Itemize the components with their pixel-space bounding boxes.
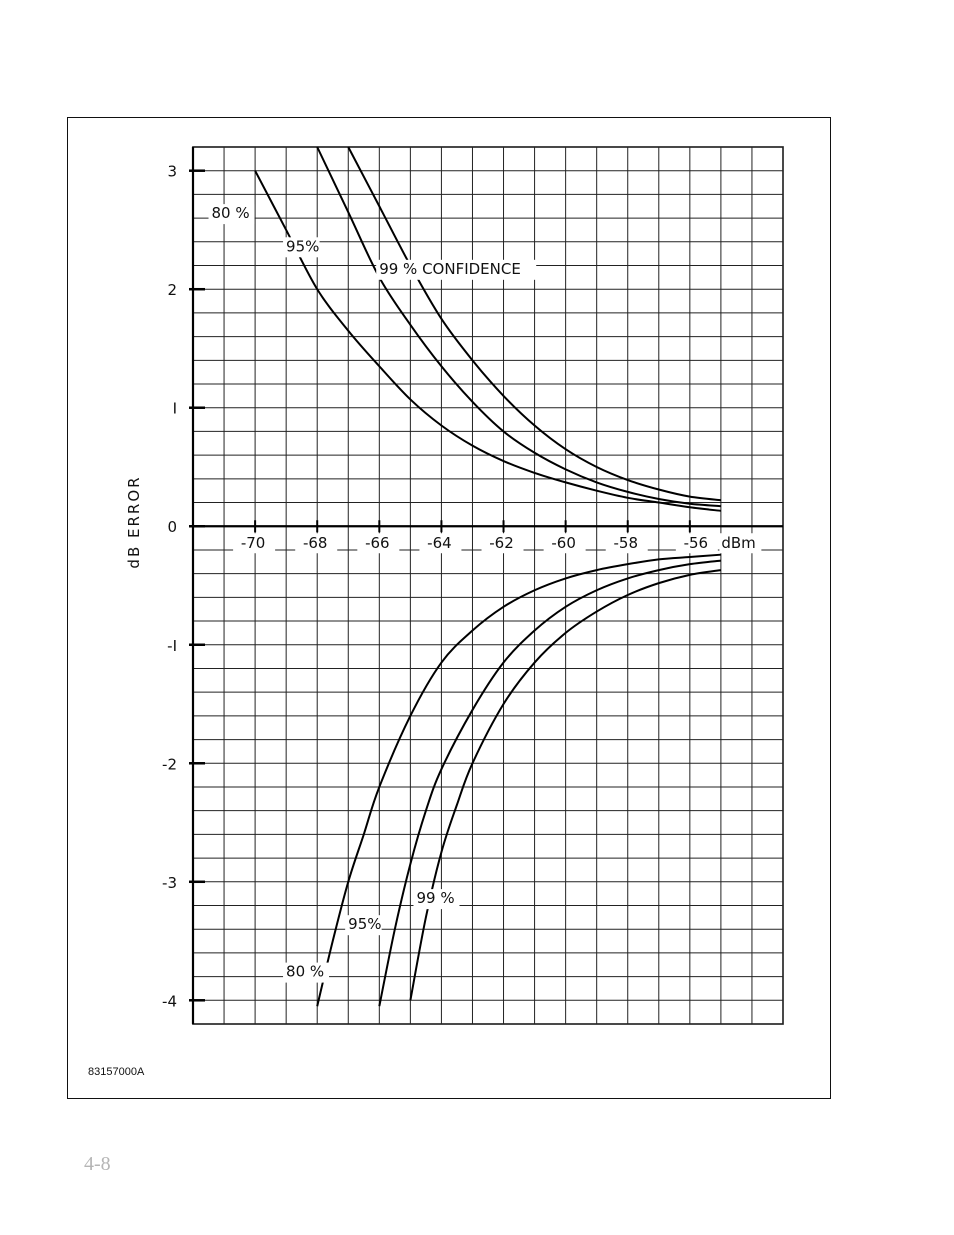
x-tick-label: -56 (683, 534, 709, 553)
page-number: 4-8 (84, 1153, 111, 1175)
y-tick-label: 0 (167, 518, 177, 537)
series-label: 99 % CONFIDENCE (379, 259, 521, 278)
x-tick-label: -66 (365, 534, 390, 553)
y-tick-label: -I (167, 636, 177, 655)
series-label: 80 % (286, 962, 325, 981)
x-tick-label: -62 (489, 534, 514, 553)
x-tick-label: -68 (302, 534, 328, 553)
y-tick-label: 3 (167, 162, 177, 181)
x-tick-label: -58 (613, 534, 638, 553)
x-tick-label: -64 (427, 534, 452, 553)
y-tick-label: -3 (162, 873, 177, 892)
y-tick-label: -2 (162, 755, 177, 774)
x-tick-label: -70 (240, 534, 266, 553)
series-label: 95% (348, 915, 382, 934)
x-unit-label: dBm (721, 534, 756, 553)
series-label: 99 % (416, 889, 455, 908)
y-tick-label: 2 (167, 281, 177, 300)
series-label: 80 % (211, 204, 250, 223)
figure-id: 83157000A (88, 1066, 145, 1078)
y-tick-label: -4 (162, 992, 177, 1011)
y-tick-label: I (172, 399, 177, 418)
y-axis-title: dB ERROR (125, 475, 143, 569)
series-label: 95% (286, 237, 320, 256)
x-tick-label: -60 (551, 534, 576, 553)
